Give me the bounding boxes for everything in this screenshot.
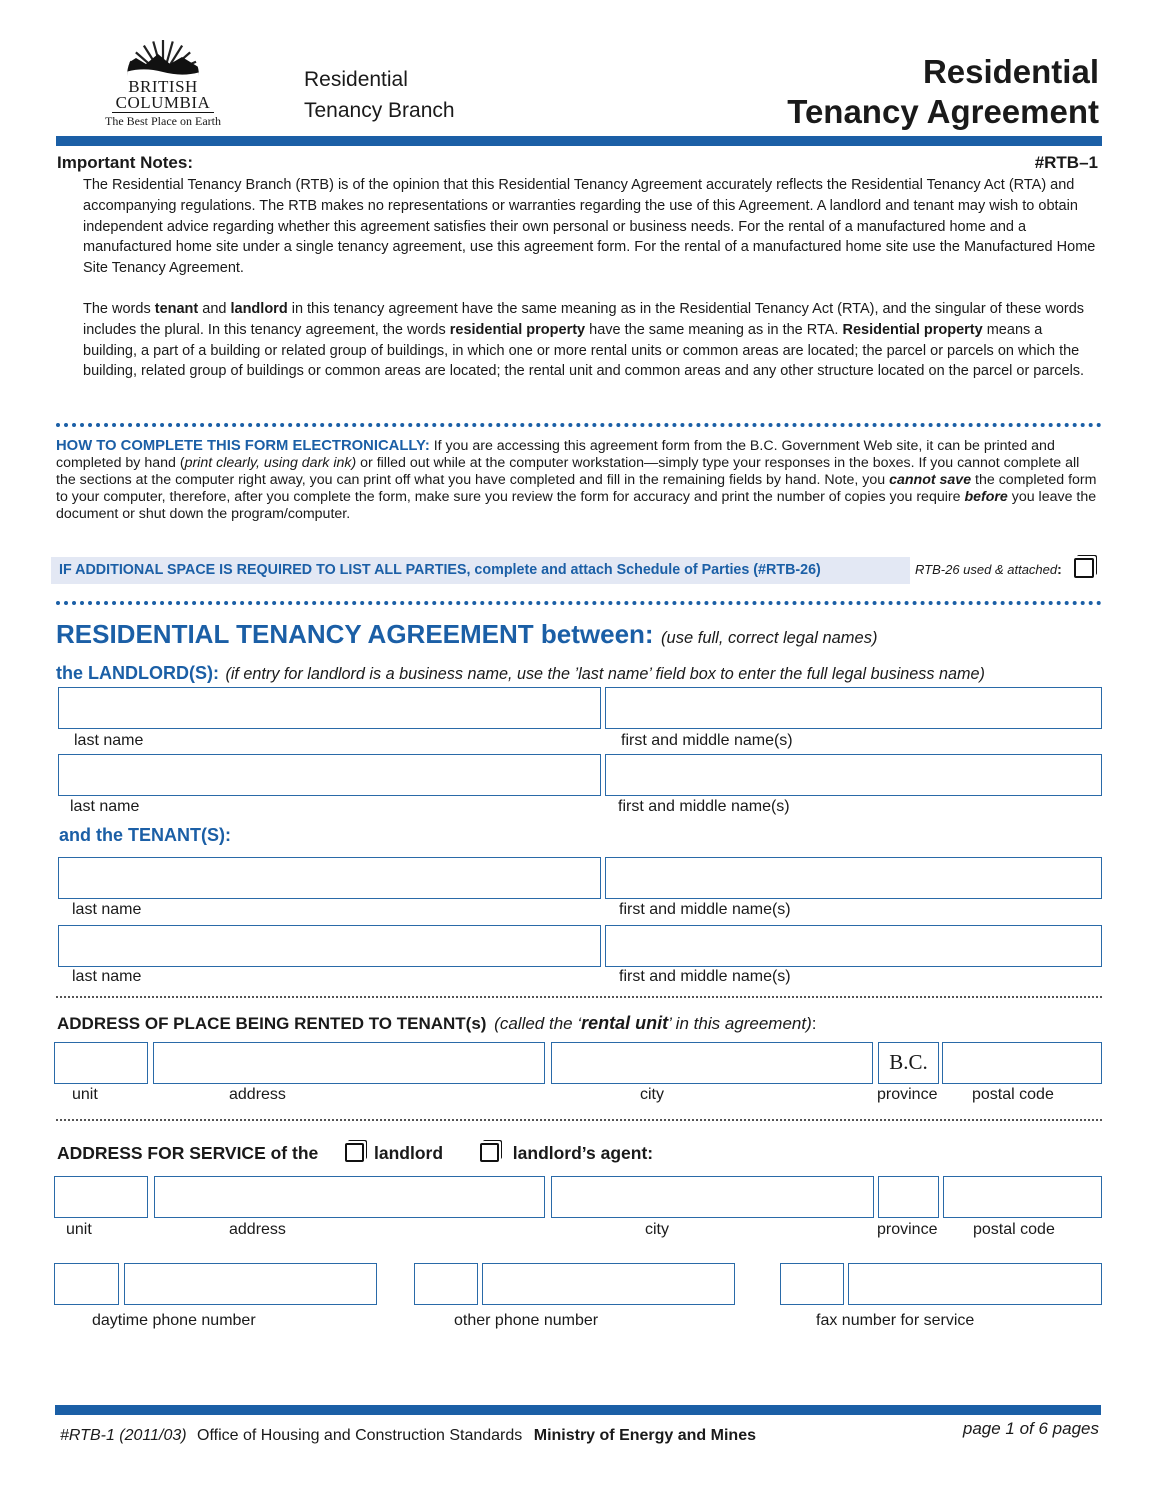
rental-province-input[interactable] bbox=[878, 1042, 939, 1084]
agent-option-label: landlord’s agent: bbox=[512, 1143, 654, 1163]
header-rule bbox=[56, 136, 1102, 146]
title-line-2: Tenancy Agreement bbox=[787, 93, 1099, 130]
landlord-2-first-name-label: first and middle name(s) bbox=[618, 798, 790, 815]
rental-address-input[interactable] bbox=[153, 1042, 545, 1084]
rental-address-note: (called the ‘rental unit’ in this agreement) bbox=[494, 1013, 812, 1033]
branch-line-2: Tenancy Branch bbox=[304, 99, 455, 122]
service-unit-label: unit bbox=[66, 1221, 92, 1238]
daytime-phone-label: daytime phone number bbox=[92, 1312, 256, 1329]
tenant-2-last-name-input[interactable] bbox=[58, 925, 601, 967]
rental-address-label: address bbox=[229, 1086, 286, 1103]
landlord-option-checkbox[interactable] bbox=[345, 1143, 364, 1162]
fax-number-input[interactable] bbox=[848, 1263, 1102, 1305]
rental-address-heading: ADDRESS OF PLACE BEING RENTED TO TENANT(s) bbox=[57, 1014, 487, 1033]
rental-province-value: B.C. bbox=[889, 1050, 928, 1074]
rental-unit-input[interactable] bbox=[54, 1042, 148, 1084]
howto-text: HOW TO COMPLETE THIS FORM ELECTRONICALLY: If you are accessing this agreement form from the B.C. Government Web site, it can be printed and completed by hand (print clearly, using dark ink) or filled out while at the computer workstation—simply type your responses in the boxes. If you cannot complete all the sections at the computer right away, you can print off what you have completed and fill in the remaining fields by hand. Note, you cannot save the completed form to your computer, therefore, after you complete the form, make sure you review the form for accuracy and print the number of copies you require before you leave the document or shut down the program/computer. bbox=[56, 438, 1097, 522]
dotted-divider-4 bbox=[56, 1119, 1102, 1121]
footer-page-number: page 1 of 6 pages bbox=[962, 1419, 1099, 1438]
agent-option-checkbox[interactable] bbox=[480, 1143, 499, 1162]
footer-office: Office of Housing and Construction Standards bbox=[197, 1427, 523, 1444]
rental-city-input[interactable] bbox=[551, 1042, 873, 1084]
logo-divider bbox=[112, 112, 214, 113]
notes-heading: Important Notes: bbox=[57, 153, 193, 172]
landlord-2-last-name-input[interactable] bbox=[58, 754, 601, 796]
form-code: #RTB–1 bbox=[1034, 153, 1098, 172]
tenant-1-last-name-label: last name bbox=[72, 901, 142, 918]
agreement-title: RESIDENTIAL TENANCY AGREEMENT between: bbox=[56, 619, 654, 649]
service-city-input[interactable] bbox=[551, 1176, 874, 1218]
other-phone-label: other phone number bbox=[454, 1312, 599, 1329]
dotted-divider-1 bbox=[56, 423, 1102, 427]
logo-british: BRITISH bbox=[128, 77, 198, 96]
branch-line-1: Residential bbox=[304, 68, 408, 91]
landlord-2-last-name-label: last name bbox=[70, 798, 140, 815]
additional-space-banner bbox=[51, 557, 910, 584]
document-title bbox=[787, 52, 1099, 132]
branch-name bbox=[304, 64, 455, 126]
service-province-input[interactable] bbox=[878, 1176, 939, 1218]
tenant-2-first-name-input[interactable] bbox=[605, 925, 1102, 967]
other-phone-number-input[interactable] bbox=[482, 1263, 735, 1305]
agreement-title-row bbox=[56, 619, 877, 650]
rtb26-checkbox-group: RTB-26 used & attached: bbox=[915, 560, 1094, 580]
tenant-1-first-name-input[interactable] bbox=[605, 857, 1102, 899]
logo-columbia: COLUMBIA bbox=[115, 93, 211, 112]
notes-body bbox=[83, 175, 1099, 382]
bc-logo bbox=[100, 30, 226, 130]
rental-province-label: province bbox=[877, 1086, 938, 1103]
landlord-1-first-name-label: first and middle name(s) bbox=[621, 732, 793, 749]
agreement-title-note: (use full, correct legal names) bbox=[661, 629, 878, 647]
rental-city-label: city bbox=[640, 1086, 664, 1103]
notes-paragraph-1: The Residential Tenancy Branch (RTB) is of the opinion that this Residential Tenancy Agreement accurately reflects the Residential Tenancy Act (RTA) and accompanying regulations. The RTB makes no representations or warranties regarding the use of this Agreement. A landlord and tenant may wish to obtain independent advice regarding whether this agreement satisfies their own personal or business needs. For the rental of a manufactured home and a manufactured home site under a single tenancy agreement, use this agreement form. For the rental of a manufactured home site use the Manufactured Home Site Tenancy Agreement. bbox=[83, 177, 1096, 277]
footer-left bbox=[60, 1427, 756, 1445]
howto-heading: HOW TO COMPLETE THIS FORM ELECTRONICALLY: bbox=[56, 438, 430, 454]
tenant-2-first-name-label: first and middle name(s) bbox=[619, 968, 791, 985]
service-city-label: city bbox=[645, 1221, 669, 1238]
fax-area-input[interactable] bbox=[780, 1263, 844, 1305]
rtb26-checkbox[interactable] bbox=[1074, 558, 1094, 578]
service-address-label: address bbox=[229, 1221, 286, 1238]
service-postal-code-label: postal code bbox=[973, 1221, 1055, 1238]
tenant-2-last-name-label: last name bbox=[72, 968, 142, 985]
additional-space-text: IF ADDITIONAL SPACE IS REQUIRED TO LIST ALL PARTIES, complete and attach Schedule of Parties (#RTB-26) bbox=[59, 562, 821, 578]
rtb26-label: RTB-26 used & attached bbox=[915, 562, 1058, 578]
bc-sun-mountain-icon bbox=[100, 30, 226, 78]
other-phone-area-input[interactable] bbox=[414, 1263, 478, 1305]
service-unit-input[interactable] bbox=[54, 1176, 148, 1218]
landlord-1-last-name-input[interactable] bbox=[58, 687, 601, 729]
service-address-input[interactable] bbox=[154, 1176, 545, 1218]
rental-address-heading-row: ADDRESS OF PLACE BEING RENTED TO TENANT(s) (called the ‘rental unit’ in this agreement): bbox=[57, 1013, 817, 1033]
landlords-note: (if entry for landlord is a business name, use the ’last name’ field box to enter the full legal business name) bbox=[225, 665, 985, 683]
tenants-heading: and the TENANT(S): bbox=[59, 825, 231, 845]
dotted-divider-2 bbox=[56, 601, 1102, 605]
fax-label: fax number for service bbox=[816, 1312, 975, 1329]
title-line-1: Residential bbox=[922, 53, 1099, 90]
tenant-1-first-name-label: first and middle name(s) bbox=[619, 901, 791, 918]
landlord-1-first-name-input[interactable] bbox=[605, 687, 1102, 729]
daytime-phone-number-input[interactable] bbox=[124, 1263, 377, 1305]
rental-postal-code-label: postal code bbox=[972, 1086, 1054, 1103]
landlord-1-last-name-label: last name bbox=[74, 732, 144, 749]
landlords-heading: the LANDLORD(S): bbox=[56, 663, 219, 683]
daytime-phone-area-input[interactable] bbox=[54, 1263, 119, 1305]
service-postal-code-input[interactable] bbox=[943, 1176, 1102, 1218]
tenant-1-last-name-input[interactable] bbox=[58, 857, 601, 899]
landlord-2-first-name-input[interactable] bbox=[605, 754, 1102, 796]
dotted-divider-3 bbox=[56, 996, 1102, 998]
service-address-heading: ADDRESS FOR SERVICE of the bbox=[57, 1143, 319, 1163]
notes-paragraph-2: The words tenant and landlord in this tenancy agreement have the same meaning as in the Residential Tenancy Act (RTA), and the singular of these words includes the plural. In this tenancy agreement, the words residential property have the same meaning as in the RTA. Residential property means a building, a part of a building or related group of buildings, in which one or more rental units or common areas are located; the parcel or parcels on which the building, related group of buildings or common areas are located; the rental unit and common areas and any other structure located on the parcel or parcels. bbox=[83, 300, 1085, 380]
rental-unit-label: unit bbox=[72, 1086, 98, 1103]
rental-postal-code-input[interactable] bbox=[942, 1042, 1102, 1084]
footer-code: #RTB-1 (2011/03) bbox=[60, 1427, 187, 1444]
landlord-option-label: landlord bbox=[374, 1143, 444, 1163]
service-province-label: province bbox=[877, 1221, 938, 1238]
landlords-heading-row bbox=[56, 663, 985, 684]
footer-rule bbox=[55, 1405, 1101, 1415]
logo-tagline: The Best Place on Earth bbox=[105, 114, 221, 128]
footer-ministry: Ministry of Energy and Mines bbox=[533, 1427, 756, 1444]
service-address-heading-row bbox=[57, 1143, 653, 1164]
